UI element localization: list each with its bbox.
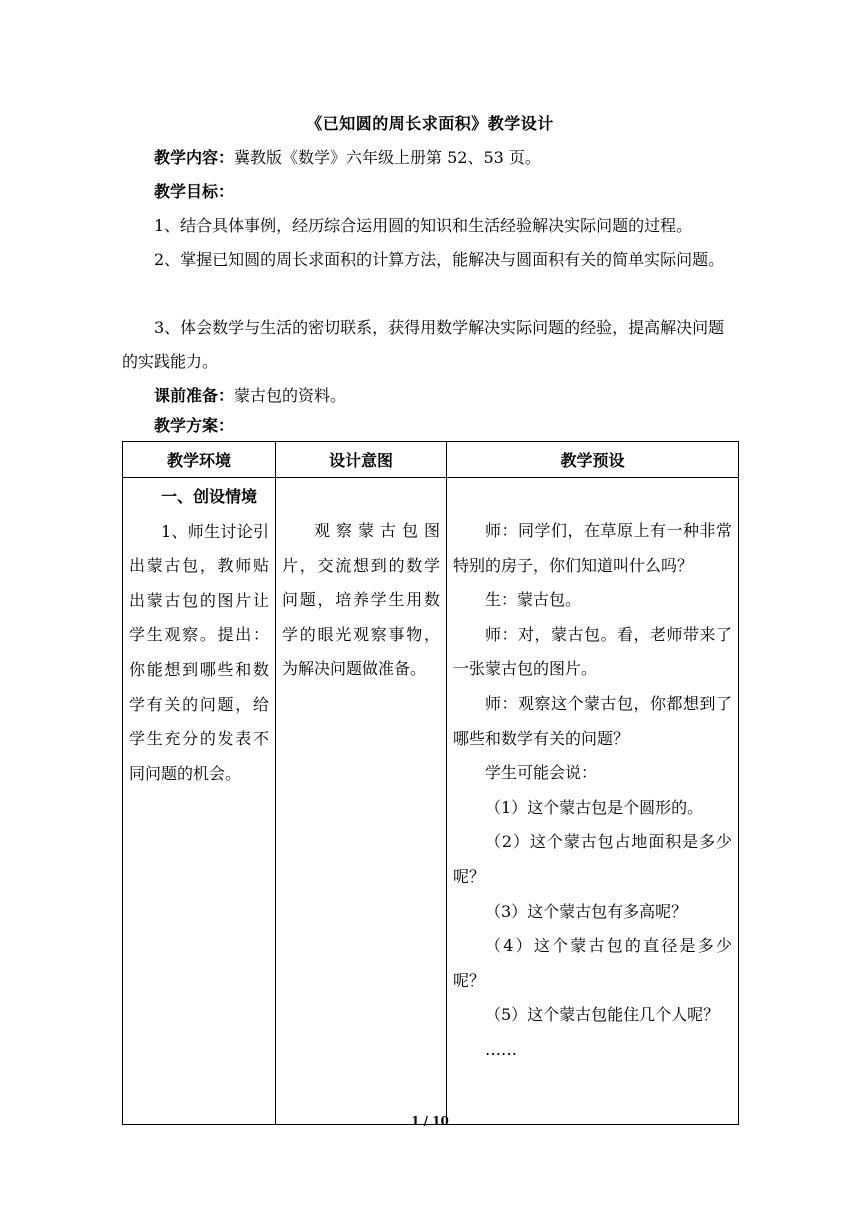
teaching-preset-cell	[447, 478, 739, 1125]
goal-item-1: 1、结合具体事例，经历综合运用圆的知识和生活经验解决实际问题的过程。	[154, 216, 693, 235]
environment-cell	[123, 478, 276, 1125]
table-row	[123, 478, 739, 1125]
goal-item-2: 2、掌握已知圆的周长求面积的计算方法，能解决与圆面积有关的简单实际问题。	[154, 250, 725, 269]
lesson-prep-label: 课前准备：	[154, 386, 235, 405]
teaching-plan-table	[122, 441, 739, 1125]
table-header-row	[123, 442, 739, 478]
teaching-plan-label: 教学方案：	[154, 416, 235, 435]
section-heading: 一、创设情境	[161, 487, 258, 506]
teaching-content	[122, 141, 737, 175]
dialogue-line: （4）这个蒙古包的直径是多少呢？	[453, 936, 732, 990]
document-title: 《已知圆的周长求面积》教学设计	[306, 114, 554, 133]
dialogue-line: ……	[485, 1039, 517, 1059]
dialogue-line: 师：同学们，在草原上有一种非常特别的房子，你们知道叫什么吗？	[453, 521, 732, 575]
teaching-goals-label: 教学目标：	[154, 182, 235, 201]
header-environment: 教学环境	[123, 442, 276, 478]
page-number: 1 / 10	[411, 1114, 449, 1128]
dialogue-line: 师：观察这个蒙古包，你都想到了哪些和数学有关的问题？	[453, 693, 732, 748]
header-design-intent: 设计意图	[276, 442, 447, 478]
lesson-prep	[122, 379, 737, 413]
design-intent-text: 观察蒙古包图片，交流想到的数学问题，培养学生用数学的眼光观察事物，为解决问题做准备。	[282, 521, 440, 679]
dialogue-line: 学生可能会说：	[485, 763, 598, 783]
environment-text: 1、师生讨论引出蒙古包，教师贴出蒙古包的图片让学生观察。提出：你能想到哪些和数学有关的问题，给学生充分的发表不同问题的机会。	[129, 521, 269, 783]
dialogue-line: （1）这个蒙古包是个圆形的。	[485, 797, 704, 817]
goal-item-3: 3、体会数学与生活的密切联系，获得用数学解决实际问题的经验，提高解决问题的实践能力。	[122, 318, 725, 371]
teaching-content-label: 教学内容：	[154, 148, 235, 167]
dialogue-line: 生：蒙古包。	[485, 590, 582, 610]
header-teaching-preset: 教学预设	[447, 442, 739, 478]
design-intent-cell	[276, 478, 447, 1125]
dialogue-line: （2）这个蒙古包占地面积是多少呢？	[453, 832, 732, 886]
dialogue-line: 师：对，蒙古包。看，老师带来了一张蒙古包的图片。	[453, 624, 732, 679]
dialogue-line: （5）这个蒙古包能住几个人呢？	[485, 1005, 720, 1025]
lesson-prep-text: 蒙古包的资料。	[234, 386, 347, 405]
teaching-content-text: 冀教版《数学》六年级上册第 52、53 页。	[234, 148, 541, 167]
dialogue-line: （3）这个蒙古包有多高呢？	[485, 901, 688, 921]
